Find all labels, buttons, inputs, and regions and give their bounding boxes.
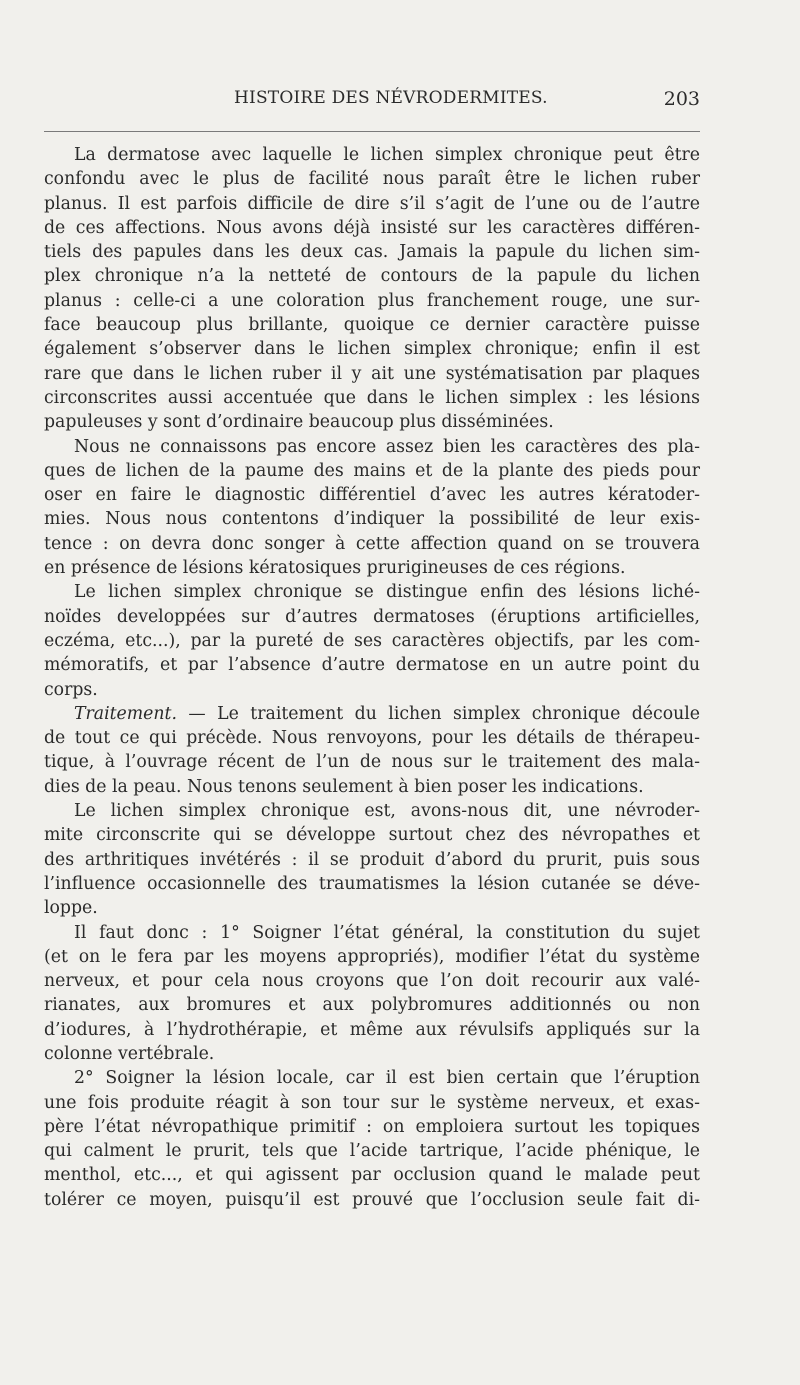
text-line: Il faut donc : 1° Soigner l’état général, la constitution du sujet: [74, 922, 700, 943]
section-heading-traitement: Traitement.: [74, 703, 177, 724]
text-line: eczéma, etc...), par la pureté de ses caractères objectifs, par les com-: [44, 630, 700, 651]
text-line: mite circonscrite qui se développe surtout chez des névropathes et: [44, 825, 700, 846]
text-line-traitement: [44, 702, 700, 726]
text-line: mémoratifs, et par l’absence d’autre dermatose en un autre point du: [44, 655, 700, 676]
text-line: colonne vertébrale.: [44, 1043, 215, 1064]
text-line: (et on le fera par les moyens appropriés), modifier l’état du système: [44, 946, 700, 967]
text-line: loppe.: [44, 898, 98, 919]
text-line: circonscrites aussi accentuée que dans le lichen simplex : les lésions: [44, 387, 700, 408]
text-line: ques de lichen de la paume des mains et de la plante des pieds pour: [44, 460, 700, 481]
text-line: père l’état névropathique primitif : on emploiera surtout les topiques: [44, 1116, 700, 1137]
text-line: tence : on devra donc songer à cette affection quand on se trouvera: [44, 533, 700, 554]
text-line: Nous ne connaissons pas encore assez bien les caractères des pla-: [74, 436, 700, 457]
text-line: Le lichen simplex chronique est, avons-nous dit, une névroder-: [74, 801, 700, 822]
text-line: qui calment le prurit, tels que l’acide tartrique, l’acide phénique, le: [44, 1141, 700, 1162]
text-line: dies de la peau. Nous tenons seulement à bien poser les indications.: [44, 776, 644, 797]
text-line: une fois produite réagit à son tour sur le système nerveux, et exas-: [44, 1092, 700, 1113]
text-line: face beaucoup plus brillante, quoique ce dernier caractère puisse: [44, 315, 700, 336]
text-line: oser en faire le diagnostic différentiel d’avec les autres kératoder-: [44, 485, 700, 506]
text-line: mies. Nous nous contentons d’indiquer la possibilité de leur exis-: [44, 509, 700, 530]
text-line: planus. Il est parfois difficile de dire s’il s’agit de l’une ou de l’autre: [44, 193, 700, 214]
text-line: tiels des papules dans les deux cas. Jamais la papule du lichen sim-: [44, 242, 700, 263]
text-line: Le lichen simplex chronique se distingue enfin des lésions liché-: [74, 582, 700, 603]
text-line-traitement-rest: — Le traitement du lichen simplex chronique découle: [176, 703, 700, 724]
text-line: papuleuses y sont d’ordinaire beaucoup plus disséminées.: [44, 412, 554, 433]
text-line: l’influence occasionnelle des traumatismes la lésion cutanée se déve-: [44, 873, 700, 894]
running-title: HISTOIRE DES NÉVRODERMITES.: [234, 88, 548, 108]
text-line: d’iodures, à l’hydrothérapie, et même aux révulsifs appliqués sur la: [44, 1019, 700, 1040]
text-line: tique, à l’ouvrage récent de l’un de nous sur le traitement des mala-: [44, 752, 700, 773]
text-line: tolérer ce moyen, puisqu’il est prouvé que l’occlusion seule fait di-: [44, 1189, 700, 1210]
text-line: rianates, aux bromures et aux polybromures additionnés ou non: [44, 995, 700, 1016]
text-line: La dermatose avec laquelle le lichen simplex chronique peut être: [74, 145, 700, 165]
text-line: nerveux, et pour cela nous croyons que l’on doit recourir aux valé-: [44, 971, 700, 992]
text-line: en présence de lésions kératosiques prurigineuses de ces régions.: [44, 558, 626, 579]
text-line: 2° Soigner la lésion locale, car il est bien certain que l’éruption: [74, 1068, 700, 1089]
text-line: menthol, etc..., et qui agissent par occlusion quand le malade peut: [44, 1165, 700, 1186]
text-line: des arthritiques invétérés : il se produit d’abord du prurit, puis sous: [44, 849, 700, 870]
text-line: de ces affections. Nous avons déjà insisté sur les caractères différen-: [44, 217, 700, 238]
header-rule: [44, 131, 700, 132]
body-text: [44, 143, 700, 1212]
text-line: noïdes developpées sur d’autres dermatoses (éruptions artificielles,: [44, 606, 700, 627]
text-line: de tout ce qui précède. Nous renvoyons, pour les détails de thérapeu-: [44, 728, 700, 749]
text-line: confondu avec le plus de facilité nous paraît être le lichen ruber: [44, 169, 700, 190]
page-number: 203: [663, 88, 700, 110]
text-line: corps.: [44, 679, 98, 700]
running-head: [44, 88, 700, 114]
text-line: également s’observer dans le lichen simplex chronique; enfin il est: [44, 339, 700, 360]
text-line: plex chronique n’a la netteté de contours de la papule du lichen: [44, 266, 700, 287]
text-line: rare que dans le lichen ruber il y ait une systématisation par plaques: [44, 363, 700, 384]
text-line: planus : celle-ci a une coloration plus franchement rouge, une sur-: [44, 290, 700, 311]
